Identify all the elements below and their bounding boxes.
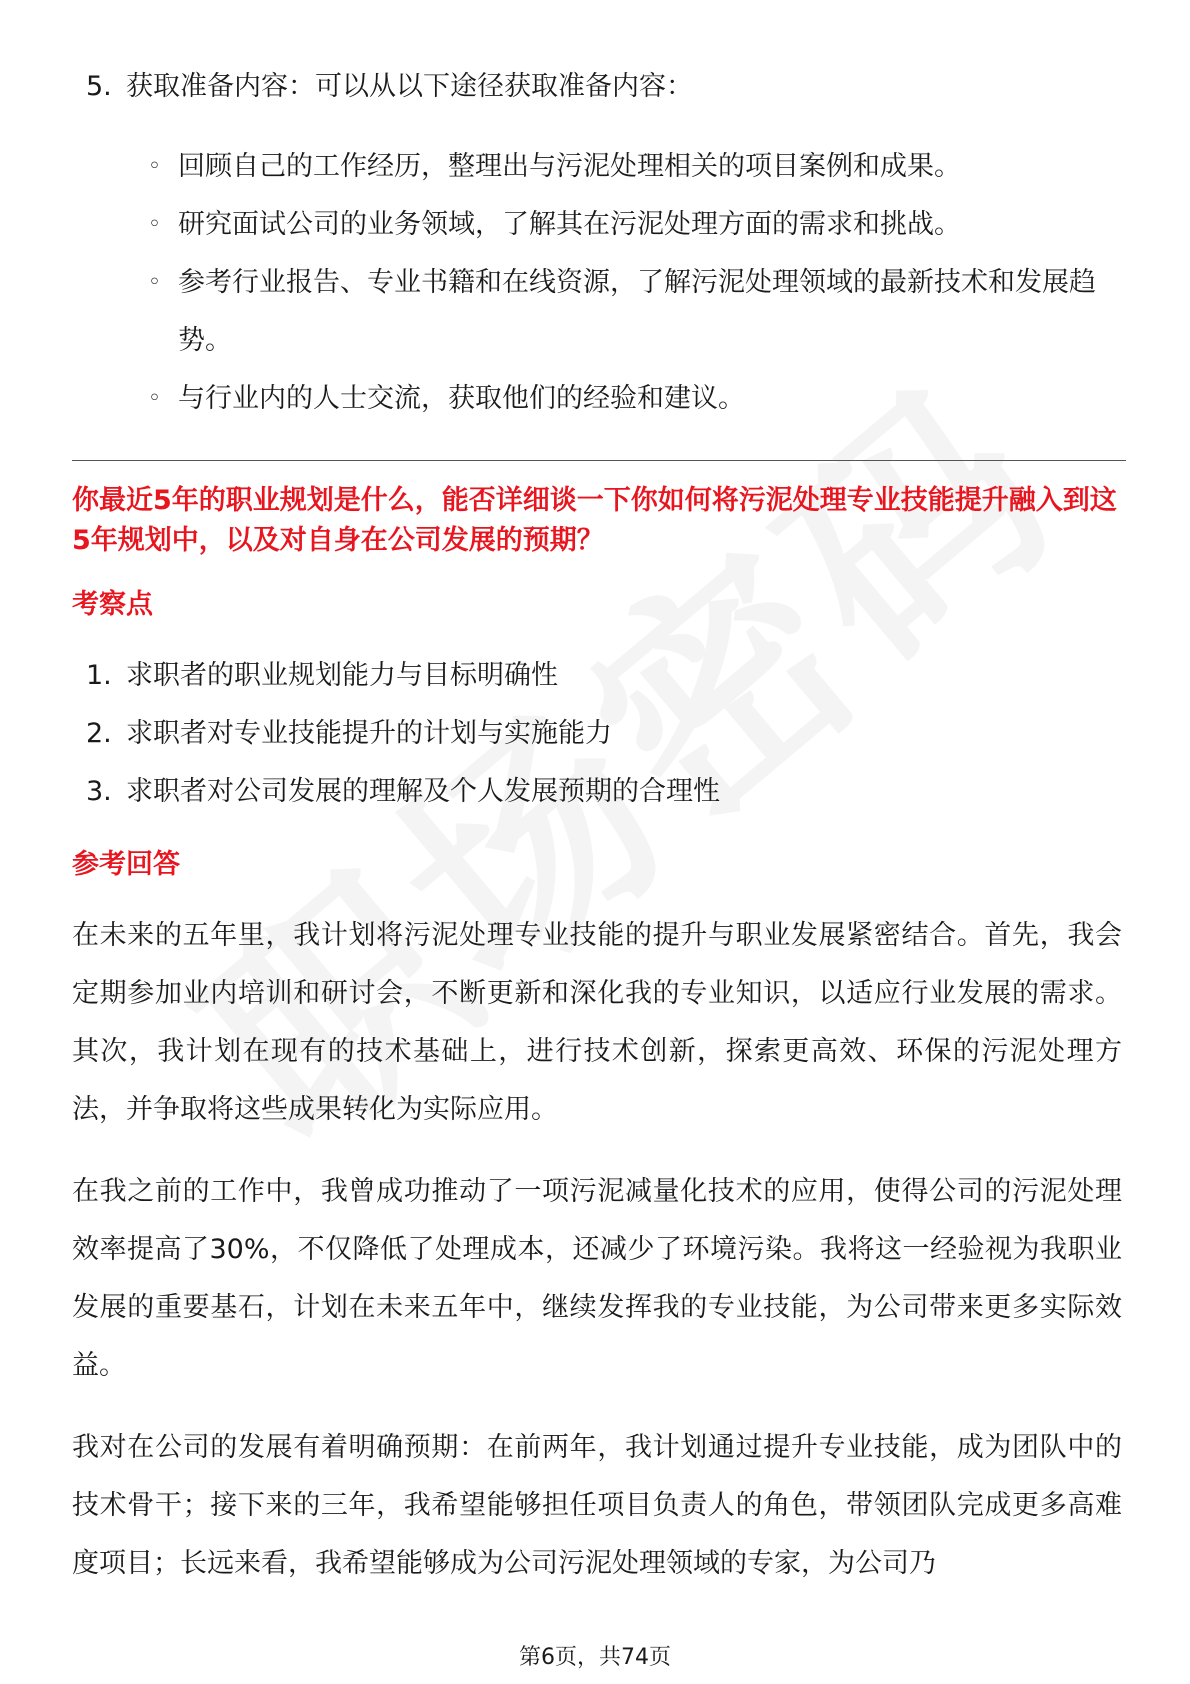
answer-paragraph: 我对在公司的发展有着明确预期：在前两年，我计划通过提升专业技能，成为团队中的技术骨干；接下来的三年，我希望能够担任项目负责人的角色，带领团队完成更多高难度项目；长远来看，我希望能够成为公司污泥处理领域的专家，为公司乃 [72, 1432, 1122, 1579]
prep-sub-list [72, 138, 1122, 428]
list-number: 1. [86, 660, 112, 691]
assessment-list [72, 647, 1122, 821]
sub-item-text: 研究面试公司的业务领域，了解其在污泥处理方面的需求和挑战。 [178, 209, 961, 240]
list-text: 获取准备内容：可以从以下途径获取准备内容： [126, 71, 693, 102]
assessment-title: 考察点 [72, 589, 153, 620]
sub-item-text: 参考行业报告、专业书籍和在线资源，了解污泥处理领域的最新技术和发展趋势。 [178, 267, 1096, 356]
bullet-icon: ◦ [148, 270, 161, 295]
sub-list-item [148, 370, 1122, 428]
sub-list-item [148, 196, 1122, 254]
list-item [72, 647, 1122, 705]
answer-title: 参考回答 [72, 849, 180, 880]
question-heading: 你最近5年的职业规划是什么，能否详细谈一下你如何将污泥处理专业技能提升融入到这5年规划中，以及对自身在公司发展的预期？ [72, 485, 1117, 556]
section-divider [72, 460, 1126, 461]
list-item [72, 763, 1122, 821]
list-text: 求职者的职业规划能力与目标明确性 [126, 660, 558, 691]
list-number: 5. [86, 71, 112, 102]
sub-item-text: 与行业内的人士交流，获取他们的经验和建议。 [178, 383, 745, 414]
list-item-prep [72, 58, 1122, 116]
page-footer: 第6页，共74页 [519, 1645, 671, 1670]
list-number: 2. [86, 718, 112, 749]
page-content [72, 58, 1122, 1593]
bullet-icon: ◦ [148, 386, 161, 411]
list-text: 求职者对专业技能提升的计划与实施能力 [126, 718, 612, 749]
list-item [72, 705, 1122, 763]
sub-list-item [148, 254, 1122, 370]
sub-item-text: 回顾自己的工作经历，整理出与污泥处理相关的项目案例和成果。 [178, 151, 961, 182]
bullet-icon: ◦ [148, 212, 161, 237]
sub-list-item [148, 138, 1122, 196]
bullet-icon: ◦ [148, 154, 161, 179]
list-number: 3. [86, 776, 112, 807]
answer-paragraph: 在我之前的工作中，我曾成功推动了一项污泥减量化技术的应用，使得公司的污泥处理效率提高了30%，不仅降低了处理成本，还减少了环境污染。我将这一经验视为我职业发展的重要基石，计划在未来五年中，继续发挥我的专业技能，为公司带来更多实际效益。 [72, 1176, 1122, 1381]
list-text: 求职者对公司发展的理解及个人发展预期的合理性 [126, 776, 720, 807]
answer-paragraph: 在未来的五年里，我计划将污泥处理专业技能的提升与职业发展紧密结合。首先，我会定期参加业内培训和研讨会，不断更新和深化我的专业知识，以适应行业发展的需求。其次，我计划在现有的技术基础上，进行技术创新，探索更高效、环保的污泥处理方法，并争取将这些成果转化为实际应用。 [72, 920, 1122, 1125]
